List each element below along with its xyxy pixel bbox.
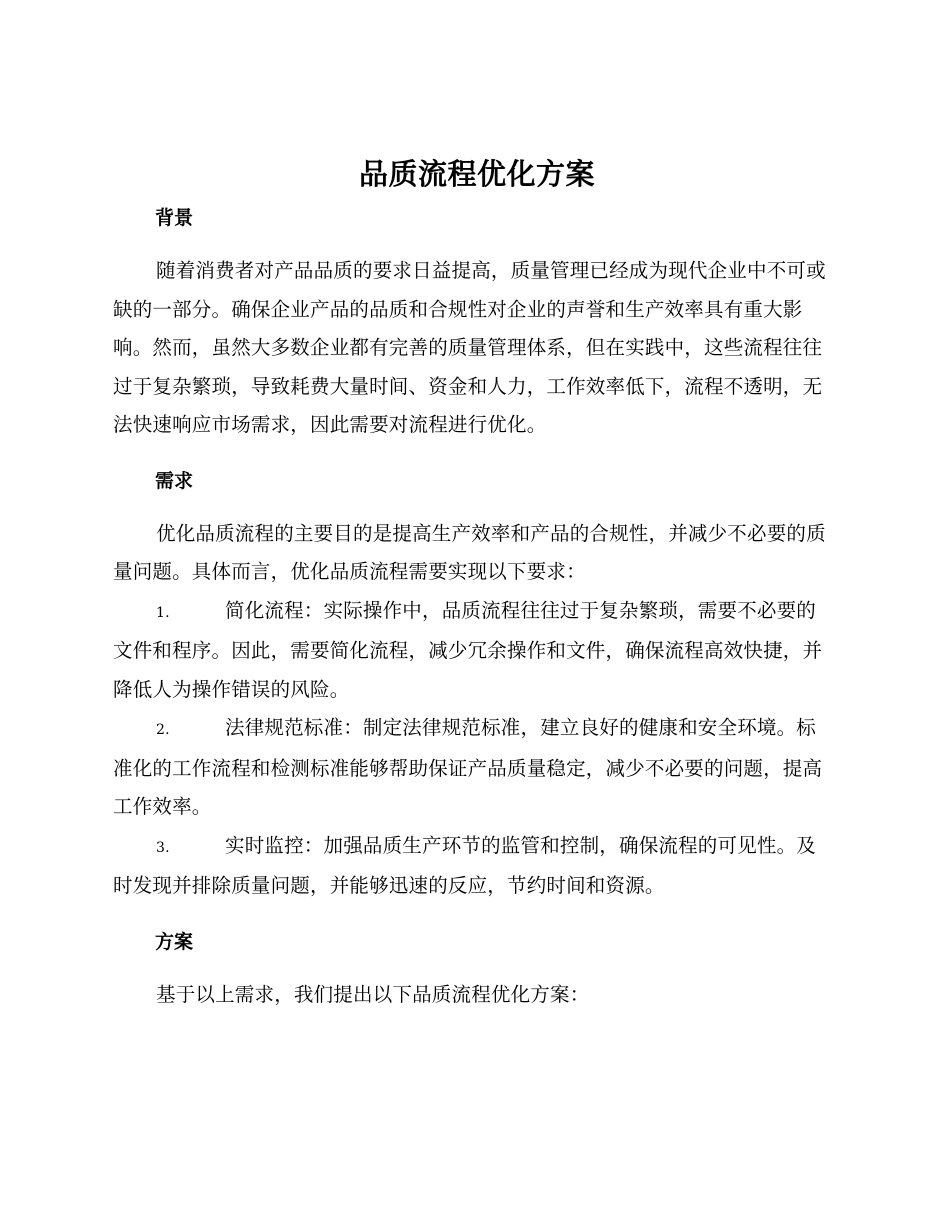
list-item-number: 1.: [156, 604, 170, 621]
section-heading-background: 背景: [155, 207, 194, 229]
list-item: [113, 709, 833, 827]
list-item-number: 2.: [156, 722, 170, 738]
list-item: [113, 827, 833, 906]
section-heading-requirements: 需求: [155, 469, 194, 492]
section-heading-plan: 方案: [155, 930, 194, 953]
plan-paragraph: 基于以上需求，我们提出以下品质流程优化方案：: [156, 982, 590, 1006]
document-page: [113, 150, 833, 1014]
list-item-text: 法律规范标准：制定法律规范标准，建立良好的健康和安全环境。标准化的工作流程和检测标准能够帮助保证产品质量稳定，减少不必要的问题，提高工作效率。: [113, 716, 823, 818]
list-item-text: 实时监控：加强品质生产环节的监管和控制，确保流程的可见性。及时发现并排除质量问题，并能够迅速的反应，节约时间和资源。: [113, 833, 817, 897]
list-item-text: 简化流程：实际操作中，品质流程往往过于复杂繁琐，需要不必要的文件和程序。因此，需要简化流程，减少冗余操作和文件，确保流程高效快捷，并降低人为操作错误的风险。: [113, 598, 823, 701]
list-item: [113, 592, 833, 710]
requirements-paragraph: 优化品质流程的主要目的是提高生产效率和产品的合规性，并减少不必要的质量问题。具体而言，优化品质流程需要实现以下要求：: [113, 521, 826, 583]
background-paragraph: 随着消费者对产品品质的要求日益提高，质量管理已经成为现代企业中不可或缺的一部分。确保企业产品的品质和合规性对企业的声誉和生产效率具有重大影响。然而，虽然大多数企业都有完善的质量管理体系，但在实践中，这些流程往往过于复杂繁琐，导致耗费大量时间、资金和人力，工作效率低下，流程不透明，无法快速响应市场需求，因此需要对流程进行优化。: [113, 259, 826, 436]
document-title: 品质流程优化方案: [358, 157, 595, 191]
list-item-number: 3.: [156, 839, 170, 856]
